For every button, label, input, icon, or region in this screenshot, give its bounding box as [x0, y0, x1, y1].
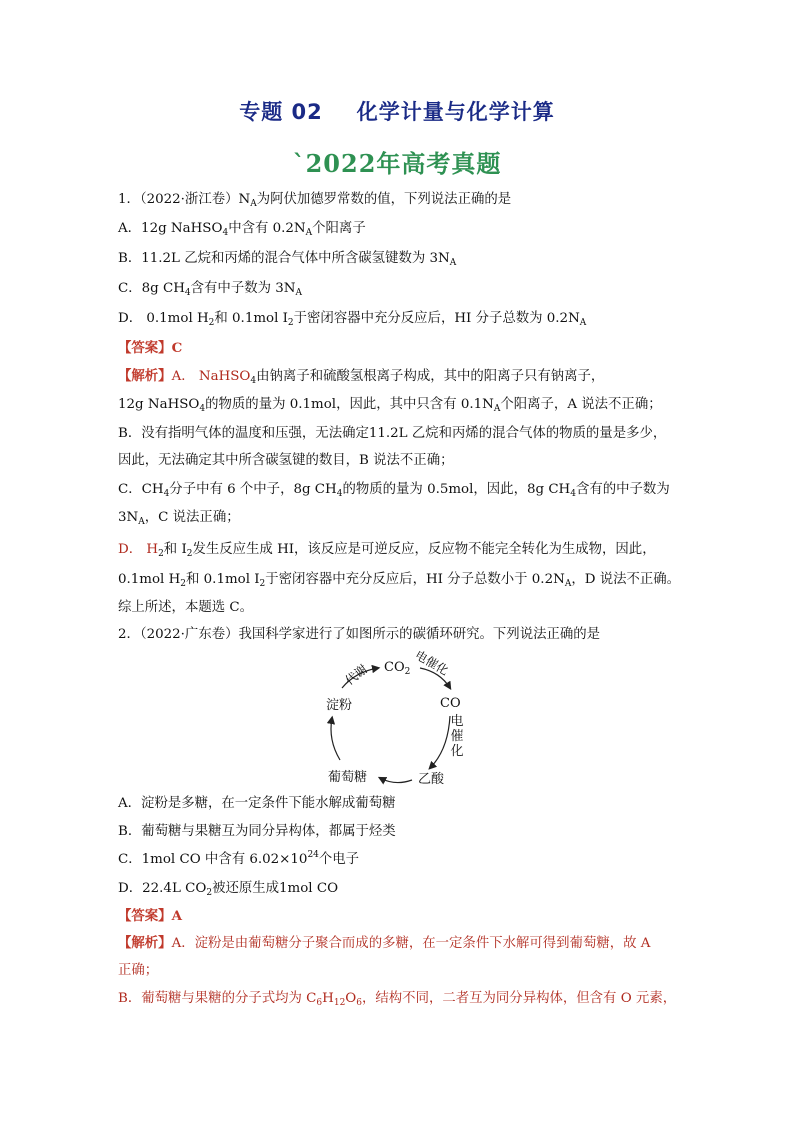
q1-option-d: D． 0.1mol $H_2$和 0.1mol $I_2$于密闭容器中充分反应后，HI 分子总数为 $0.2N_A$ [118, 311, 587, 328]
q1-analysis-c-line1: C．$CH_4$分子中有 6 个中子，8g $CH_4$的物质的量为 0.5mol，因此，8g $CH_4$含有的中子数为 [118, 482, 670, 499]
q2-option-c: C．1mol CO 中含有 $6.02\times 10^{24}$个电子 [118, 850, 360, 867]
label-co2: $CO_2$ [384, 660, 411, 677]
q2-stem: 2．（2022·广东卷）我国科学家进行了如图所示的碳循环研究。下列说法正确的是 [118, 627, 601, 642]
q2-option-d: D．22.4L $CO_2$被还原生成1mol CO [118, 881, 339, 898]
arrow-acetic-to-glucose [380, 778, 412, 783]
q1-analysis-c-line2: $3N_A$，C 说法正确； [118, 510, 240, 527]
q2-analysis-b-line1: B．葡萄糖与果糖的分子式均为 $C_6H_{12}O_6$，结构不同，二者互为同分异构体，但含有 O 元素， [118, 991, 677, 1008]
title-topic-name: 化学计量与化学计算 [356, 100, 555, 124]
page-title [0, 96, 794, 126]
section-subtitle: `2022年高考真题 [292, 149, 502, 178]
q1-analysis-d-line2: 0.1mol $H_2$和 0.1mol $I_2$于密闭容器中充分反应后，HI 分子总数小于 $0.2N_A$，D 说法不正确。 [118, 572, 681, 589]
arrow-glucose-to-starch [331, 718, 340, 760]
q1-option-c: C．8g $CH_4$含有中子数为 $3N_A$ [118, 281, 302, 298]
label-acetic-acid: 乙酸 [418, 772, 445, 787]
q2-option-a: A．淀粉是多糖，在一定条件下能水解成葡萄糖 [118, 796, 396, 811]
q1-answer: 【答案】C [118, 340, 183, 356]
label-electrocatalysis-right: 电 催 化 [450, 714, 464, 759]
q1-analysis-d-line1: D． $H_2$和 $I_2$发生反应生成 HI，该反应是可逆反应，反应物不能完全转化为生成物，因此， [118, 542, 656, 559]
q1-analysis-b-line2: 因此，无法确定其中所含碳氢键的数目，B 说法不正确； [118, 453, 454, 468]
label-glucose: 葡萄糖 [328, 770, 368, 785]
arrow-co-to-acetic [430, 716, 450, 768]
q2-analysis-a-line2: 正确； [118, 963, 159, 978]
q1-analysis-a-line1: 【解析】A． NaHSO$_4$由钠离子和硫酸氢根离子构成，其中的阳离子只有钠离子， [118, 368, 605, 386]
label-electrocatalysis-top: 电催化 [412, 647, 451, 678]
label-metabolism: 代谢 [342, 661, 371, 688]
q1-analysis-b-line1: B．没有指明气体的温度和压强，无法确定11.2L 乙烷和丙烯的混合气体的物质的量是多少， [118, 426, 667, 441]
q2-analysis-a-line1: 【解析】A．淀粉是由葡萄糖分子聚合而成的多糖，在一定条件下水解可得到葡萄糖，故 A [118, 935, 651, 951]
carbon-cycle-diagram [300, 647, 500, 790]
q1-stem: 1．（2022·浙江卷）$N_A$为阿伏加德罗常数的值，下列说法正确的是 [118, 192, 512, 209]
q1-summary: 综上所述，本题选 C。 [118, 600, 254, 615]
title-topic-number: 专题 02 [239, 100, 323, 124]
q1-option-b: B．11.2L 乙烷和丙烯的混合气体中所含碳氢键数为 $3N_A$ [118, 251, 457, 268]
q2-option-b: B．葡萄糖与果糖互为同分异构体，都属于烃类 [118, 824, 396, 839]
q1-analysis-a-line2: 12g NaHSO$_4$的物质的量为 0.1mol，因此，其中只含有 $0.1N_A$个阳离子，A 说法不正确； [118, 397, 662, 414]
label-co: CO [440, 696, 461, 711]
q2-answer: 【答案】A [118, 908, 182, 924]
q1-option-a: A．12g NaHSO$_4$中含有 $0.2N_A$个阳离子 [118, 221, 366, 238]
label-starch: 淀粉 [326, 698, 353, 713]
